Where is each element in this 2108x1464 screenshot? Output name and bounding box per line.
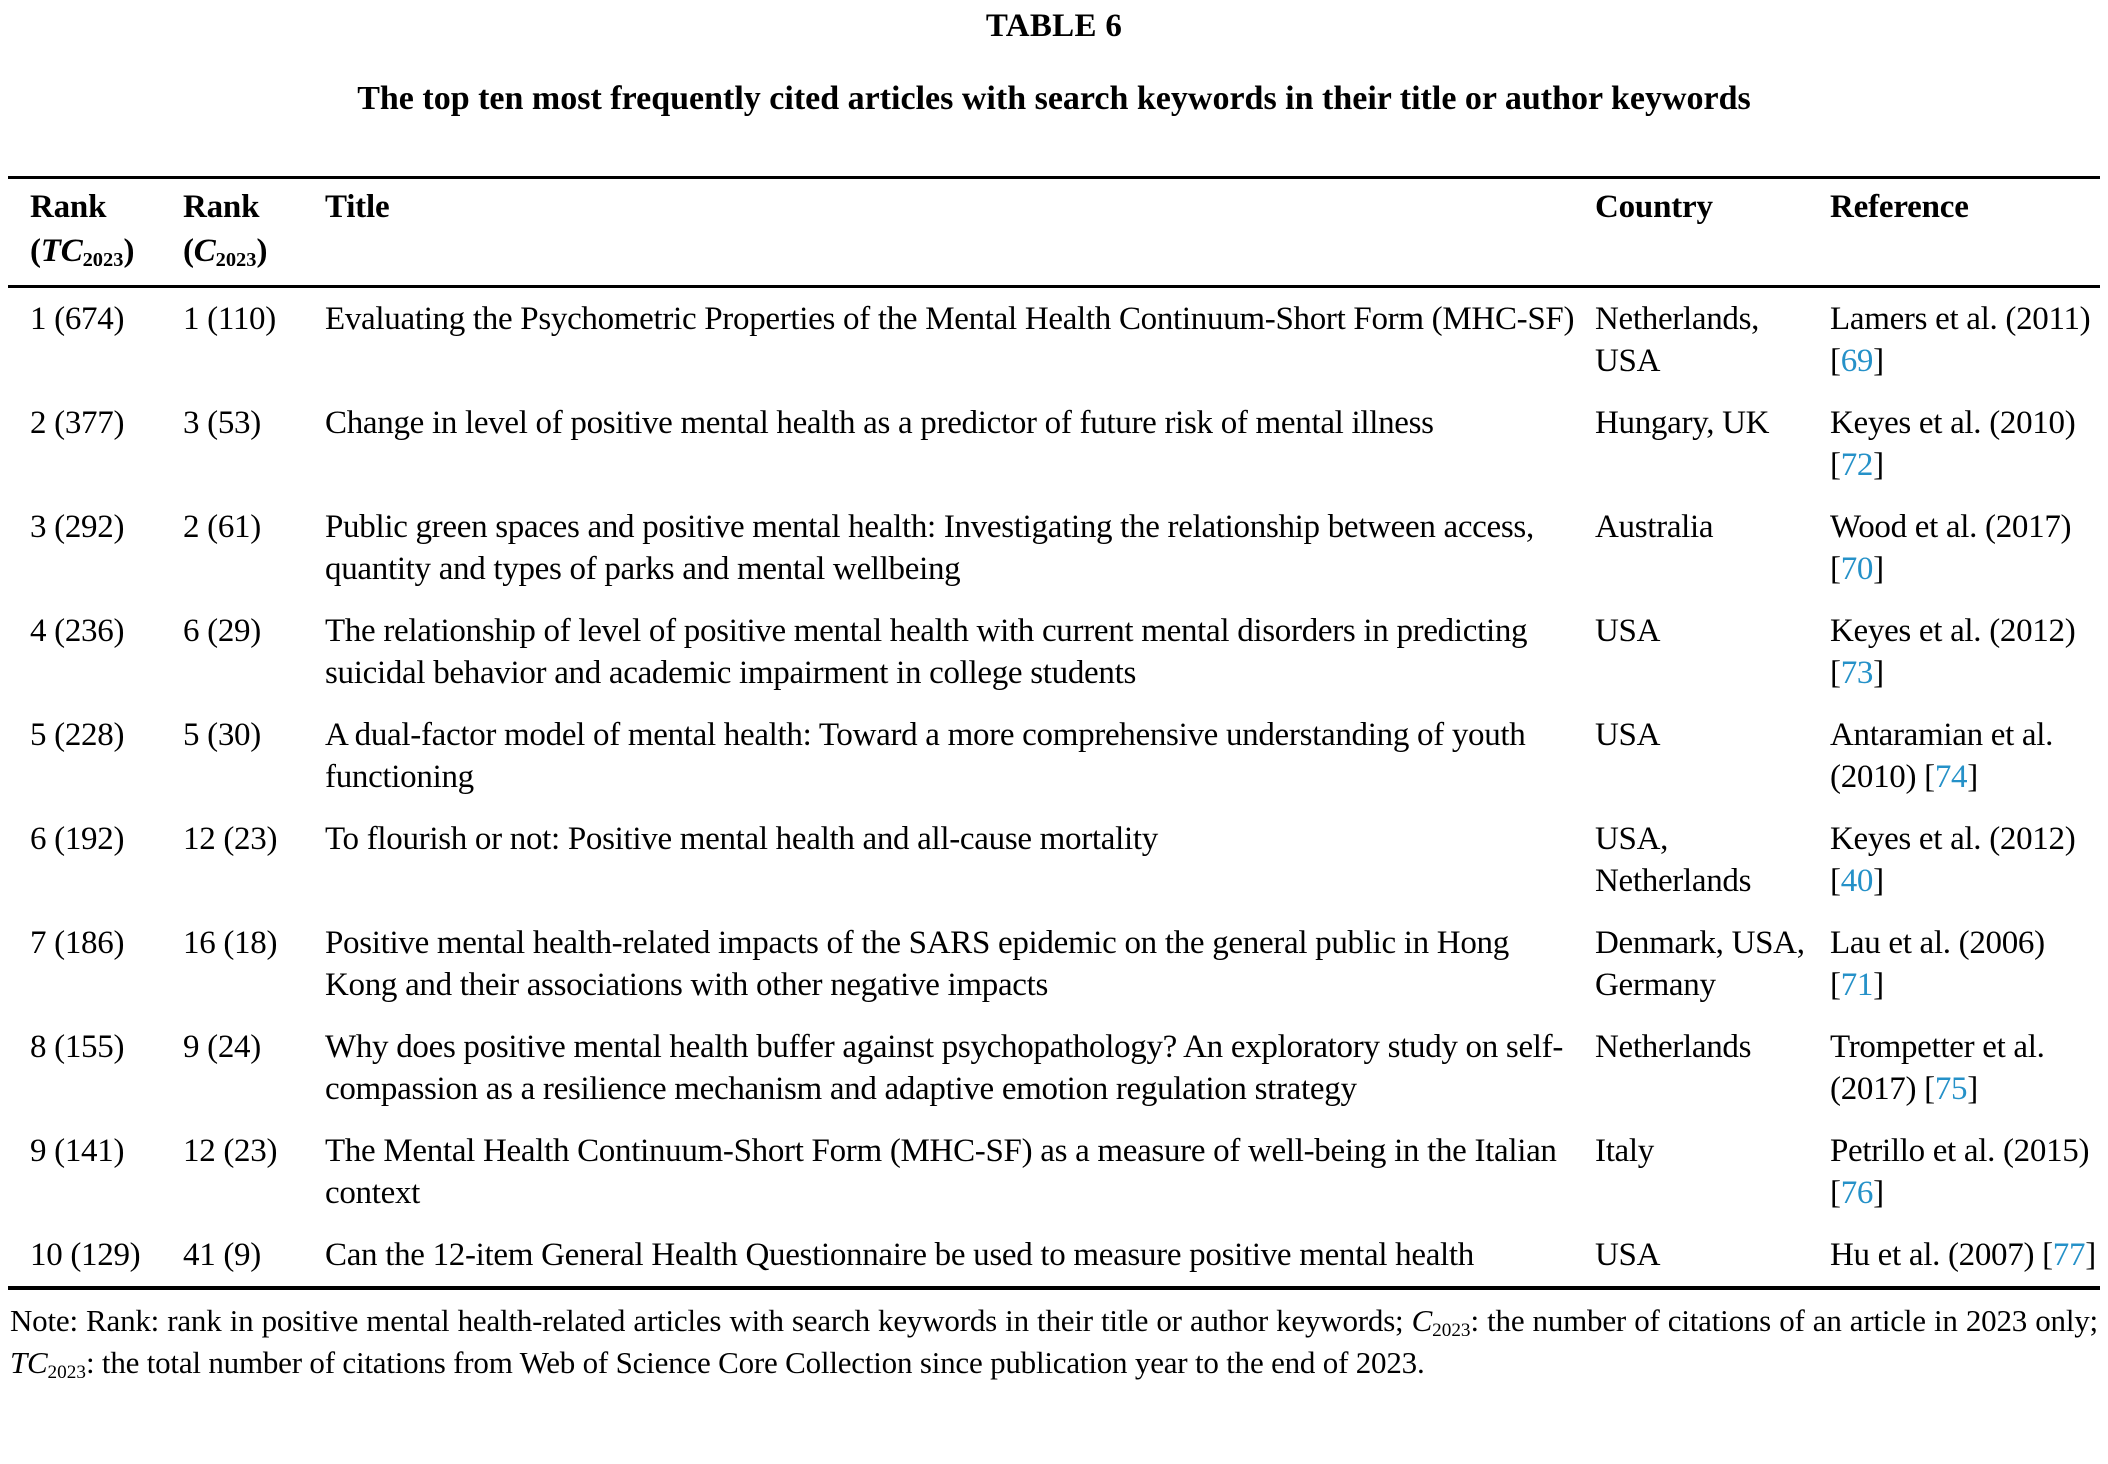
- rank-c-cell: 1 (110): [183, 301, 276, 337]
- footnote-subscript-2023: 2023: [1432, 1319, 1471, 1341]
- table-row: [8, 1120, 2100, 1224]
- reference-text: Wood et al. (2017) [: [1830, 509, 2072, 587]
- title-cell: The relationship of level of positive mental health with current mental disorders in predicting suicidal behavior and academic impairment in college students: [325, 613, 1528, 691]
- rank-c-cell: 12 (23): [183, 821, 278, 857]
- reference-cell: [1830, 1120, 2100, 1224]
- reference-bracket: ]: [1873, 343, 1884, 379]
- table-row: [8, 704, 2100, 808]
- citation-link[interactable]: 77: [2052, 1237, 2086, 1273]
- rank-c-cell: 9 (24): [183, 1029, 261, 1065]
- subscript-2023: 2023: [215, 249, 257, 272]
- footnote-variable-c: C: [1411, 1303, 1433, 1338]
- rank-c-cell: 3 (53): [183, 405, 261, 441]
- country-cell: Netherlands, USA: [1595, 301, 1760, 379]
- country-cell: USA: [1595, 717, 1661, 753]
- reference-cell: [1830, 600, 2100, 704]
- reference-bracket: ]: [1873, 655, 1884, 691]
- reference-text: Hu et al. (2007) [: [1830, 1237, 2053, 1273]
- header-rank-c-line1: Rank: [183, 189, 260, 225]
- title-cell: Evaluating the Psychometric Properties of the Mental Health Continuum-Short Form (MHC-SF): [325, 301, 1575, 337]
- header-rank-tc-line2: [30, 229, 165, 277]
- rank-tc-cell: 9 (141): [30, 1133, 125, 1169]
- paren-close: ): [256, 233, 268, 269]
- rank-c-cell: 5 (30): [183, 717, 261, 753]
- title-cell: Why does positive mental health buffer against psychopathology? An exploratory study on self-compassion as a resilience mechanism and adaptive emotion regulation strategy: [325, 1029, 1564, 1107]
- table-header: [8, 178, 2100, 287]
- column-header-rank-tc: [8, 178, 183, 287]
- table-row: [8, 287, 2100, 393]
- title-cell: Public green spaces and positive mental health: Investigating the relationship between access, quantity and types of parks and mental wellbeing: [325, 509, 1534, 587]
- citation-link[interactable]: 75: [1934, 1071, 1968, 1107]
- citation-link[interactable]: 69: [1840, 343, 1874, 379]
- rank-tc-cell: 8 (155): [30, 1029, 125, 1065]
- cited-articles-table: [8, 176, 2100, 1290]
- country-cell: Denmark, USA, Germany: [1595, 925, 1805, 1003]
- variable-c: C: [193, 233, 216, 269]
- reference-text: Keyes et al. (2010) [: [1830, 405, 2076, 483]
- reference-cell: [1830, 1224, 2100, 1288]
- country-cell: Netherlands: [1595, 1029, 1752, 1065]
- title-cell: A dual-factor model of mental health: Toward a more comprehensive understanding of youth functioning: [325, 717, 1526, 795]
- table-row: [8, 1224, 2100, 1288]
- rank-tc-cell: 5 (228): [30, 717, 125, 753]
- reference-cell: [1830, 392, 2100, 496]
- rank-tc-cell: 6 (192): [30, 821, 125, 857]
- citation-link[interactable]: 76: [1840, 1175, 1874, 1211]
- citation-link[interactable]: 70: [1840, 551, 1874, 587]
- rank-c-cell: 41 (9): [183, 1237, 261, 1273]
- country-cell: Hungary, UK: [1595, 405, 1770, 441]
- reference-bracket: ]: [1967, 1071, 1978, 1107]
- rank-tc-cell: 4 (236): [30, 613, 125, 649]
- paren-open: (: [30, 233, 41, 269]
- title-cell: Positive mental health-related impacts of the SARS epidemic on the general public in Hong Kong and their associations with other negative impacts: [325, 925, 1509, 1003]
- title-cell: The Mental Health Continuum-Short Form (MHC-SF) as a measure of well-being in the Italian context: [325, 1133, 1557, 1211]
- rank-tc-cell: 1 (674): [30, 301, 125, 337]
- header-rank-c-line2: [183, 229, 307, 277]
- footnote-text: : the number of citations of an article in 2023 only;: [1470, 1303, 2098, 1338]
- column-header-rank-c: [183, 178, 325, 287]
- reference-bracket: ]: [2085, 1237, 2096, 1273]
- country-cell: USA: [1595, 1237, 1661, 1273]
- table-row: [8, 808, 2100, 912]
- table-row: [8, 1016, 2100, 1120]
- rank-c-cell: 12 (23): [183, 1133, 278, 1169]
- column-header-title: Title: [325, 178, 1595, 287]
- rank-c-cell: 2 (61): [183, 509, 261, 545]
- paren-close: ): [123, 233, 135, 269]
- reference-cell: [1830, 912, 2100, 1016]
- citation-link[interactable]: 71: [1840, 967, 1874, 1003]
- country-cell: Italy: [1595, 1133, 1654, 1169]
- country-cell: Australia: [1595, 509, 1714, 545]
- citation-link[interactable]: 74: [1934, 759, 1968, 795]
- reference-cell: [1830, 1016, 2100, 1120]
- column-header-reference: Reference: [1830, 178, 2100, 287]
- reference-bracket: ]: [1873, 447, 1884, 483]
- footnote-subscript-2023: 2023: [47, 1361, 86, 1383]
- rank-c-cell: 16 (18): [183, 925, 278, 961]
- title-cell: To flourish or not: Positive mental health and all-cause mortality: [325, 821, 1158, 857]
- reference-cell: [1830, 704, 2100, 808]
- header-rank-tc-line1: Rank: [30, 189, 107, 225]
- citation-link[interactable]: 73: [1840, 655, 1874, 691]
- table-body: [8, 287, 2100, 1289]
- footnote-variable-tc: TC: [10, 1345, 48, 1380]
- table-row: [8, 392, 2100, 496]
- reference-bracket: ]: [1967, 759, 1978, 795]
- paren-open: (: [183, 233, 194, 269]
- country-cell: USA: [1595, 613, 1661, 649]
- rank-tc-cell: 3 (292): [30, 509, 125, 545]
- rank-tc-cell: 7 (186): [30, 925, 125, 961]
- reference-cell: [1830, 496, 2100, 600]
- reference-text: Petrillo et al. (2015) [: [1830, 1133, 2090, 1211]
- subscript-2023: 2023: [82, 249, 124, 272]
- reference-cell: [1830, 808, 2100, 912]
- rank-tc-cell: 10 (129): [30, 1237, 141, 1273]
- reference-text: Lamers et al. (2011) [: [1830, 301, 2091, 379]
- table-label: TABLE 6: [985, 8, 1123, 44]
- table-caption: The top ten most frequently cited articles with search keywords in their title or author keywords: [357, 80, 1751, 117]
- citation-link[interactable]: 72: [1840, 447, 1874, 483]
- reference-text: Lau et al. (2006) [: [1830, 925, 2045, 1003]
- rank-tc-cell: 2 (377): [30, 405, 125, 441]
- title-cell: Change in level of positive mental health as a predictor of future risk of mental illness: [325, 405, 1434, 441]
- footnote-text: Note: Rank: rank in positive mental health-related articles with search keywords in their title or author keywords;: [10, 1303, 1412, 1338]
- title-cell: Can the 12-item General Health Questionnaire be used to measure positive mental health: [325, 1237, 1474, 1273]
- reference-bracket: ]: [1873, 863, 1884, 899]
- variable-tc: TC: [40, 233, 83, 269]
- reference-text: Keyes et al. (2012) [: [1830, 613, 2076, 691]
- citation-link[interactable]: 40: [1840, 863, 1874, 899]
- header-row: [8, 178, 2100, 287]
- footnote-text: : the total number of citations from Web of Science Core Collection since publication year to the end of 2023.: [85, 1345, 1425, 1380]
- reference-text: Antaramian et al. (2010) [: [1830, 717, 2054, 795]
- rank-c-cell: 6 (29): [183, 613, 261, 649]
- reference-cell: [1830, 287, 2100, 393]
- footnote: [8, 1302, 2100, 1386]
- table-row: [8, 912, 2100, 1016]
- reference-bracket: ]: [1873, 1175, 1884, 1211]
- reference-bracket: ]: [1873, 967, 1884, 1003]
- table-row: [8, 496, 2100, 600]
- table-row: [8, 600, 2100, 704]
- reference-text: Keyes et al. (2012) [: [1830, 821, 2076, 899]
- country-cell: USA, Netherlands: [1595, 821, 1752, 899]
- reference-text: Trompetter et al. (2017) [: [1830, 1029, 2045, 1107]
- reference-bracket: ]: [1873, 551, 1884, 587]
- column-header-country: Country: [1595, 178, 1830, 287]
